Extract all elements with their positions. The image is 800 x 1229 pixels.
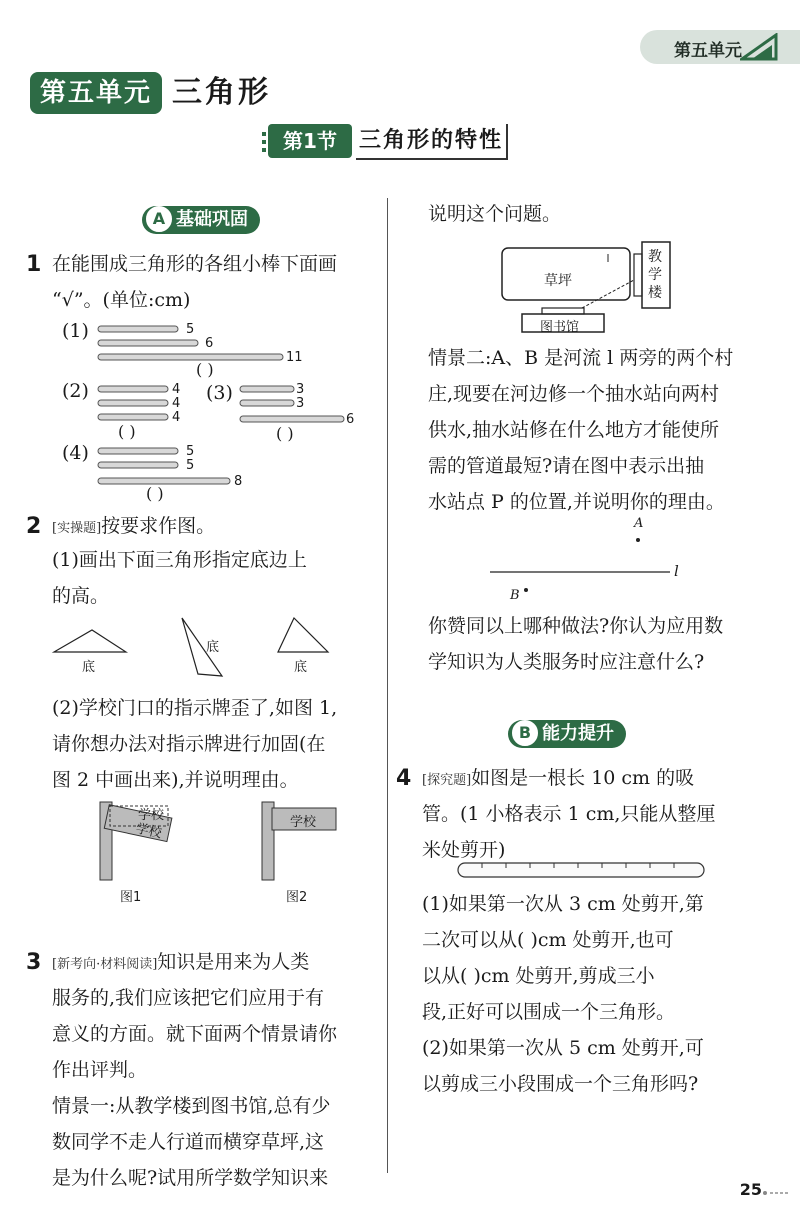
point-b-dot	[524, 588, 528, 592]
figure-1-caption: 图1	[120, 890, 142, 905]
q3-cont-line7: 你赞同以上哪种做法?你认为应用数	[428, 615, 724, 637]
point-a-dot	[636, 538, 640, 542]
q4-number: 4	[396, 766, 412, 791]
rod-group-2-label: (2)	[62, 380, 89, 402]
q1-line2: “√”。(单位:cm)	[52, 289, 191, 311]
level-a-label: 基础巩固	[176, 209, 248, 230]
rod-1-1-length: 5	[186, 322, 195, 337]
figure-1-sign-text: 学校	[134, 821, 163, 842]
rod-2-2-length: 4	[172, 396, 181, 411]
rod-3-3-length: 6	[346, 412, 355, 427]
level-a-letter: A	[146, 206, 172, 232]
q3-header	[52, 942, 309, 982]
river-label: l	[674, 562, 679, 580]
rod-group-4-answer[interactable]: ( )	[146, 484, 164, 503]
triangle-1	[54, 630, 126, 652]
triangle-1-base-label: 底	[82, 660, 96, 675]
map-building-char-3: 楼	[648, 285, 662, 301]
q3-cont-line1: 说明这个问题。	[428, 203, 562, 225]
q2-tag: [实操题]	[52, 521, 102, 536]
section-title: 三角形的特性	[356, 124, 508, 160]
level-b-badge	[508, 720, 626, 748]
rod-group-3-answer[interactable]: ( )	[276, 424, 294, 443]
unit-tab-label: 第五单元	[674, 41, 742, 61]
q3-cont-line4: 供水,抽水站修在什么地方才能使所	[428, 419, 720, 441]
straw-figure	[456, 860, 708, 880]
q3-line7: 是为什么呢?试用所学数学知识来	[52, 1167, 329, 1189]
page-number: 25	[739, 1180, 762, 1199]
rod-4-3-length: 8	[234, 474, 243, 489]
figure-1-dashed-text: 学校	[138, 808, 165, 823]
column-divider	[387, 198, 388, 1173]
q4-line1: 如图是一根长 10 cm 的吸	[471, 767, 695, 789]
map-building-char-1: 教	[648, 249, 662, 265]
rod-group-3-label: (3)	[206, 382, 233, 404]
q3-line5: 情景一:从教学楼到图书馆,总有少	[52, 1095, 331, 1117]
q2-p1-line1: (1)画出下面三角形指定底边上	[52, 549, 307, 571]
figure-2-caption: 图2	[286, 890, 308, 905]
q3-tag: [新考向·材料阅读]	[52, 957, 158, 972]
point-b-label: B	[510, 588, 520, 603]
map-library-label: 图书馆	[540, 320, 580, 335]
q3-cont-line5: 需的管道最短?请在图中表示出抽	[428, 455, 705, 477]
point-a-label: A	[634, 516, 644, 531]
section-badge: 第1节	[268, 124, 352, 158]
rod-4-1-length: 5	[186, 444, 195, 459]
rod-group-4	[96, 442, 241, 490]
triangle-3	[278, 618, 328, 652]
q3-line4: 作出评判。	[52, 1059, 148, 1081]
rod-1-3-length: 11	[286, 350, 303, 365]
level-b-letter: B	[512, 720, 538, 746]
unit-title: 三角形	[172, 75, 271, 110]
q4-p1-line3[interactable]: 以从( )cm 处剪开,剪成三小	[422, 965, 655, 987]
q4-p1-line2[interactable]: 二次可以从( )cm 处剪开,也可	[422, 929, 674, 951]
triangle-2-base-label: 底	[206, 640, 220, 655]
q4-p1-line4: 段,正好可以围成一个三角形。	[422, 1001, 676, 1023]
q4-tag: [探究题]	[422, 773, 472, 788]
rod-group-2	[96, 380, 176, 428]
q4-line3: 米处剪开)	[422, 839, 506, 861]
q4-header	[422, 758, 694, 798]
ruler-triangle-icon	[740, 33, 780, 61]
level-b-label: 能力提升	[542, 723, 614, 744]
rod-group-2-answer[interactable]: ( )	[118, 422, 136, 441]
q4-p2-line1: (2)如果第一次从 5 cm 处剪开,可	[422, 1037, 704, 1059]
triangle-3-base-label: 底	[294, 660, 308, 675]
q4-line2: 管。(1 小格表示 1 cm,只能从整厘	[422, 803, 716, 825]
q3-number: 3	[26, 950, 42, 975]
q4-p1-line1: (1)如果第一次从 3 cm 处剪开,第	[422, 893, 704, 915]
rod-2-1-length: 4	[172, 382, 181, 397]
q3-cont-line8: 学知识为人类服务时应注意什么?	[428, 651, 705, 673]
map-lawn-label: 草坪	[544, 273, 572, 289]
rod-3-1-length: 3	[296, 382, 305, 397]
q3-cont-line3: 庄,现要在河边修一个抽水站向两村	[428, 383, 720, 405]
rod-group-1-answer[interactable]: ( )	[196, 360, 214, 379]
figure-2-sign-text: 学校	[290, 815, 317, 830]
q3-cont-line6: 水站点 P 的位置,并说明你的理由。	[428, 491, 725, 513]
level-a-badge	[142, 206, 260, 234]
q2-p2-line1: (2)学校门口的指示牌歪了,如图 1,	[52, 697, 338, 719]
map-building-char-2: 学	[648, 267, 662, 283]
q3-line6: 数同学不走人行道而横穿草坪,这	[52, 1131, 325, 1153]
page-deco-icon	[762, 1188, 792, 1198]
q3-line3: 意义的方面。就下面两个情景请你	[52, 1023, 338, 1045]
rod-group-4-label: (4)	[62, 442, 89, 464]
q3-cont-line2: 情景二:A、B 是河流 l 两旁的两个村	[428, 347, 734, 369]
q2-title: 按要求作图。	[101, 515, 216, 537]
q1-number: 1	[26, 252, 42, 277]
q3-line1: 知识是用来为人类	[157, 951, 310, 973]
rod-1-2-length: 6	[205, 336, 214, 351]
q3-line2: 服务的,我们应该把它们应用于有	[52, 987, 325, 1009]
q2-p2-line3: 图 2 中画出来),并说明理由。	[52, 769, 299, 791]
rod-group-1-label: (1)	[62, 320, 89, 342]
rod-4-2-length: 5	[186, 458, 195, 473]
rod-2-3-length: 4	[172, 410, 181, 425]
rod-3-2-length: 3	[296, 396, 305, 411]
q4-p2-line2: 以剪成三小段围成一个三角形吗?	[422, 1073, 699, 1095]
q2-p2-line2: 请你想办法对指示牌进行加固(在	[52, 733, 326, 755]
q1-line1: 在能围成三角形的各组小棒下面画	[52, 253, 338, 275]
q2-number: 2	[26, 514, 42, 539]
unit-badge: 第五单元	[30, 72, 162, 114]
q2-p1-line2: 的高。	[52, 585, 110, 607]
